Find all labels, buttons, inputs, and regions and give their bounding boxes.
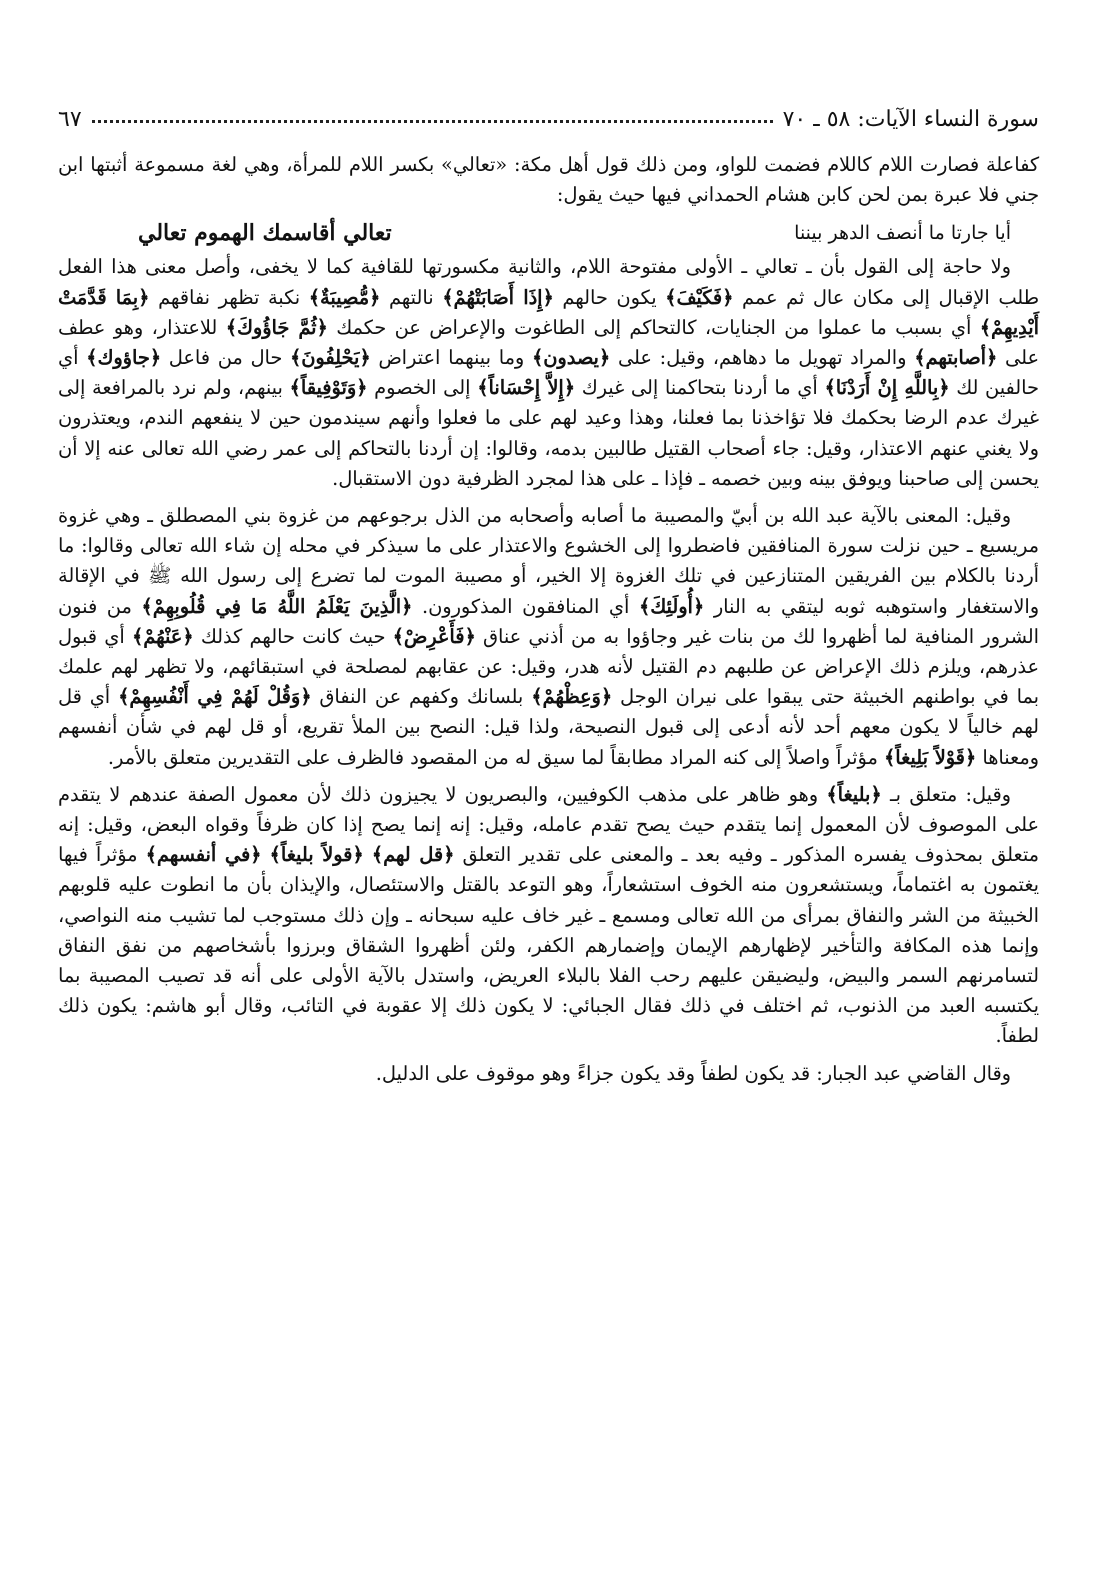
- quran-citation: ﴿يصدون﴾: [531, 346, 611, 370]
- quran-citation: ﴿في أنفسهم﴾: [145, 843, 262, 867]
- quran-citation: ﴿بِاللَّهِ إِنْ أَرَدْنَا﴾: [824, 376, 950, 400]
- quran-citation: ﴿ثُمَّ جَاؤُوكَ﴾: [225, 315, 328, 339]
- quran-citation: ﴿أصابتهم﴾: [914, 346, 998, 370]
- paragraph-3: وقيل: المعنى بالآية عبد الله بن أبيّ والمصيبة ما أصابه وأصحابه من الذل برجوعهم من غزوة بني المصطلق ـ وهي غزوة مريسيع ـ حين نزلت سورة المنافقين فاضطروا إلى الخشوع والاعتذار على ما سيذكر في محله إن شاء الله تعالى وقالوا: ما أردنا بالكلام بين الفريقين المتنازعين في تلك الغزوة إلا الخير، أو مصيبة الموت لما تضرع إلى رسول الله ﷺ في الإقالة والاستغفار واستوهبه ثوبه ليتقي به النار ﴿أُولَئِكَ﴾ أي المنافقون المذكورون. ﴿الَّذِينَ يَعْلَمُ اللَّهُ مَا فِي قُلُوبِهِمْ﴾ من فنون الشرور المنافية لما أظهروا لك من بنات غير وجاؤوا به من أذني عناق ﴿فَأَعْرِضْ﴾ حيث كانت حالهم كذلك ﴿عَنْهُمْ﴾ أي قبول عذرهم، ويلزم ذلك الإعراض عن طلبهم دم القتيل لأنه هدر، وقيل: عن عقابهم لمصلحة في استبقائهم، ولا تظهر لهم علمك بما في بواطنهم الخبيثة حتى يبقوا على نيران الوجل ﴿وَعِظْهُمْ﴾ بلسانك وكفهم عن النفاق ﴿وَقُلْ لَهُمْ فِي أَنْفُسِهِمْ﴾ أي قل لهم خالياً لا يكون معهم أحد لأنه أدعى إلى قبول النصيحة، ولذا قيل: النصح بين الملأ تقريع، أو قل لهم في شأن أنفسهم ومعناها ﴿قَوْلاً بَلِيغاً﴾ مؤثراً واصلاً إلى كنه المراد مطابقاً لما سيق له من المقصود فالظرف على التقديرين متعلق بالأمر.: [58, 504, 1040, 769]
- quran-citation: ﴿إِلاَّ إِحْسَاناً﴾: [477, 376, 576, 400]
- quran-citation: ﴿وَقُلْ لَهُمْ فِي أَنْفُسِهِمْ﴾: [118, 685, 312, 709]
- quran-citation: ﴿جاؤوك﴾: [86, 346, 162, 370]
- quran-citation: ﴿إِذَا أَصَابَتْهُمْ﴾: [442, 285, 554, 309]
- body-text: [58, 150, 1039, 1089]
- quran-citation: ﴿عَنْهُمْ﴾: [131, 624, 194, 648]
- quran-citation: ﴿أُولَئِكَ﴾: [638, 594, 705, 618]
- verse-hemistich-second: تعالي أقاسمك الهموم تعالي: [138, 220, 392, 247]
- quran-citation: ﴿قل لهم﴾: [371, 843, 455, 867]
- quran-citation: ﴿يَحْلِفُونَ﴾: [289, 346, 371, 370]
- quran-citation: ﴿بليغاً﴾: [826, 782, 882, 806]
- paragraph-5: وقال القاضي عبد الجبار: قد يكون لطفاً وقد يكون جزاءً وهو موقوف على الدليل.: [375, 1061, 1011, 1085]
- dot-leader: [92, 120, 773, 123]
- quran-citation: ﴿وَعِظْهُمْ﴾: [531, 685, 613, 709]
- paragraph-1: كفاعلة فصارت اللام كاللام فضمت للواو، ومن ذلك قول أهل مكة: «تعالي» بكسر اللام للمرأة، وهي لغة مسموعة أثبتها ابن جني فلا عبرة بمن لحن كابن هشام الحمداني فيها حيث يقول:: [58, 153, 1039, 207]
- quran-citation: ﴿فَأَعْرِضْ﴾: [392, 624, 476, 648]
- page-number: ٦٧: [58, 107, 82, 132]
- poetry-verse: [68, 216, 1029, 250]
- quran-citation: ﴿قَوْلاً بَلِيغاً﴾: [883, 745, 977, 769]
- paragraph-4: وقيل: متعلق بـ ﴿بليغاً﴾ وهو ظاهر على مذهب الكوفيين، والبصريون لا يجيزون ذلك لأن معمول الصفة عندهم لا يتقدم على الموصوف لأن المعمول إنما يتقدم حيث يصح تقدم عامله، وقيل: إنه إنما يصح إذا كان ظرفاً وقواه البعض، وقيل: إنه متعلق بمحذوف يفسره المذكور ـ وفيه بعد ـ والمعنى على تقدير التعلق ﴿قل لهم﴾ ﴿قولاً بليغاً﴾ ﴿في أنفسهم﴾ مؤثراً فيها يغتمون به اغتماماً، ويستشعرون منه الخوف استشعاراً، وهو التوعد بالقتل والاستئصال، والإيذان بأن ما انطوت عليه قلوبهم الخبيثة من الشر والنفاق بمرأى من الله تعالى ومسمع ـ غير خاف عليه سبحانه ـ وإن ذلك مستوجب لما تشيب منه النواصي، وإنما هذه المكافة والتأخير لإظهارهم الإيمان وإضمارهم الكفر، ولئن أظهروا الشقاق وبرزوا بأشخاصهم من نفق النفاق لتسامرنهم السمر والبيض، وليضيقن عليهم رحب الفلا بالبلاء العريض، واستدل بالآية الأولى على أنه قد تصيب المصيبة بما يكتسبه العبد من الذنوب، ثم اختلف في ذلك فقال الجبائي: لا يكون ذلك إلا عقوبة في التائب، وقال أبو هاشم: يكون ذلك لطفاً.: [58, 782, 1039, 1048]
- verse-hemistich-first: أيا جارتا ما أنصف الدهر بيننا: [794, 222, 1011, 245]
- quran-citation: ﴿بِمَا قَدَّمَتْ أَيْدِيهِمْ﴾: [58, 285, 1039, 339]
- paragraph-2: ولا حاجة إلى القول بأن ـ تعالي ـ الأولى مفتوحة اللام، والثانية مكسورتها للقافية كما لا يخفى، وأصل معنى هذا الفعل طلب الإقبال إلى مكان عال ثم عمم ﴿فَكَيْفَ﴾ يكون حالهم ﴿إِذَا أَصَابَتْهُمْ﴾ نالتهم ﴿مُّصِيبَةٌ﴾ نكبة تظهر نفاقهم ﴿بِمَا قَدَّمَتْ أَيْدِيهِمْ﴾ أي بسبب ما عملوا من الجنايات، كالتحاكم إلى الطاغوت والإعراض عن حكمك ﴿ثُمَّ جَاؤُوكَ﴾ للاعتذار، وهو عطف على ﴿أصابتهم﴾ والمراد تهويل ما دهاهم، وقيل: على ﴿يصدون﴾ وما بينهما اعتراض ﴿يَحْلِفُونَ﴾ حال من فاعل ﴿جاؤوك﴾ أي حالفين لك ﴿بِاللَّهِ إِنْ أَرَدْنَا﴾ أي ما أردنا بتحاكمنا إلى غيرك ﴿إِلاَّ إِحْسَاناً﴾ إلى الخصوم ﴿وَتَوْفِيقاً﴾ بينهم، ولم نرد بالمرافعة إلى غيرك عدم الرضا بحكمك فلا تؤاخذنا بما فعلنا، وهذا وعيد لهم على ما فعلوا وأنهم سيندمون حين لا ينفعهم الندم، ويعتذرون ولا يغني عنهم الاعتذار، وقيل: جاء أصحاب القتيل طالبين بدمه، وقالوا: إن أردنا بالتحاكم إلى عمر رضي الله تعالى عنه إلا أن يحسن إلى صاحبنا ويوفق بينه وبين خصمه ـ فإذا ـ على هذا لمجرد الظرفية دون الاستقبال.: [58, 255, 1039, 490]
- running-title: سورة النساء الآيات: ٥٨ ـ ٧٠: [782, 107, 1039, 132]
- page-header: [58, 80, 1039, 132]
- quran-citation: ﴿فَكَيْفَ﴾: [665, 285, 734, 309]
- quran-citation: ﴿قولاً بليغاً﴾: [269, 843, 364, 867]
- quran-citation: ﴿الَّذِينَ يَعْلَمُ اللَّهُ مَا فِي قُلُوبِهِمْ﴾: [141, 594, 413, 618]
- quran-citation: ﴿وَتَوْفِيقاً﴾: [289, 376, 368, 400]
- quran-citation: ﴿مُّصِيبَةٌ﴾: [308, 285, 381, 309]
